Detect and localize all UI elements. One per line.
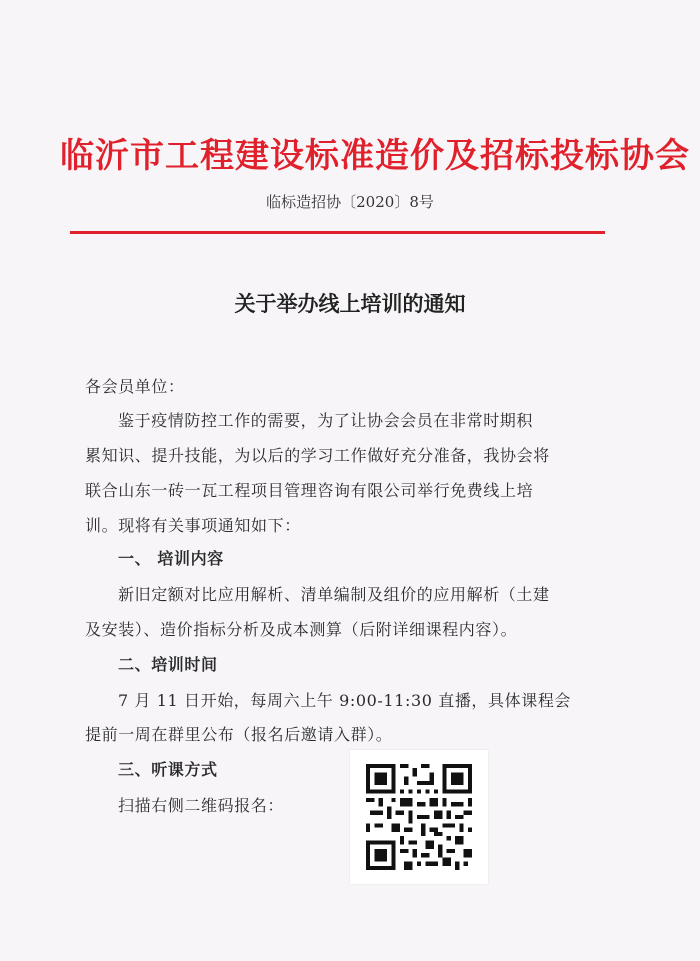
salutation: 各会员单位： <box>85 377 185 396</box>
section-heading-content: 一、 培训内容 <box>118 549 224 568</box>
intro-line: 鉴于疫情防控工作的需要，为了让协会会员在非常时期积 <box>118 411 534 430</box>
qr-code-graphic <box>364 764 474 870</box>
section-line: 提前一周在群里公布（报名后邀请入群）。 <box>85 725 393 744</box>
section-heading-method: 三、听课方式 <box>118 760 218 779</box>
section-heading-time: 二、培训时间 <box>118 655 218 674</box>
section-line: 新旧定额对比应用解析、清单编制及组价的应用解析（土建 <box>118 585 550 604</box>
section-line: 7 月 11 日开始，每周六上午 9:00-11:30 直播，具体课程会 <box>118 691 572 710</box>
red-divider <box>70 231 605 234</box>
qr-code-icon[interactable] <box>350 750 488 884</box>
section-line: 及安装）、造价指标分析及成本测算（后附详细课程内容）。 <box>85 620 518 639</box>
document-number: 临标造招协〔2020〕8号 <box>266 193 434 211</box>
intro-line: 训。现将有关事项通知如下： <box>85 516 301 535</box>
notice-title: 关于举办线上培训的通知 <box>234 291 466 316</box>
intro-line: 联合山东一砖一瓦工程项目管理咨询有限公司举行免费线上培 <box>85 481 534 500</box>
intro-line: 累知识、提升技能，为以后的学习工作做好充分准备，我协会将 <box>85 446 550 465</box>
organization-title: 临沂市工程建设标准造价及招标投标协会 <box>60 136 690 176</box>
section-line: 扫描右侧二维码报名： <box>118 796 285 815</box>
